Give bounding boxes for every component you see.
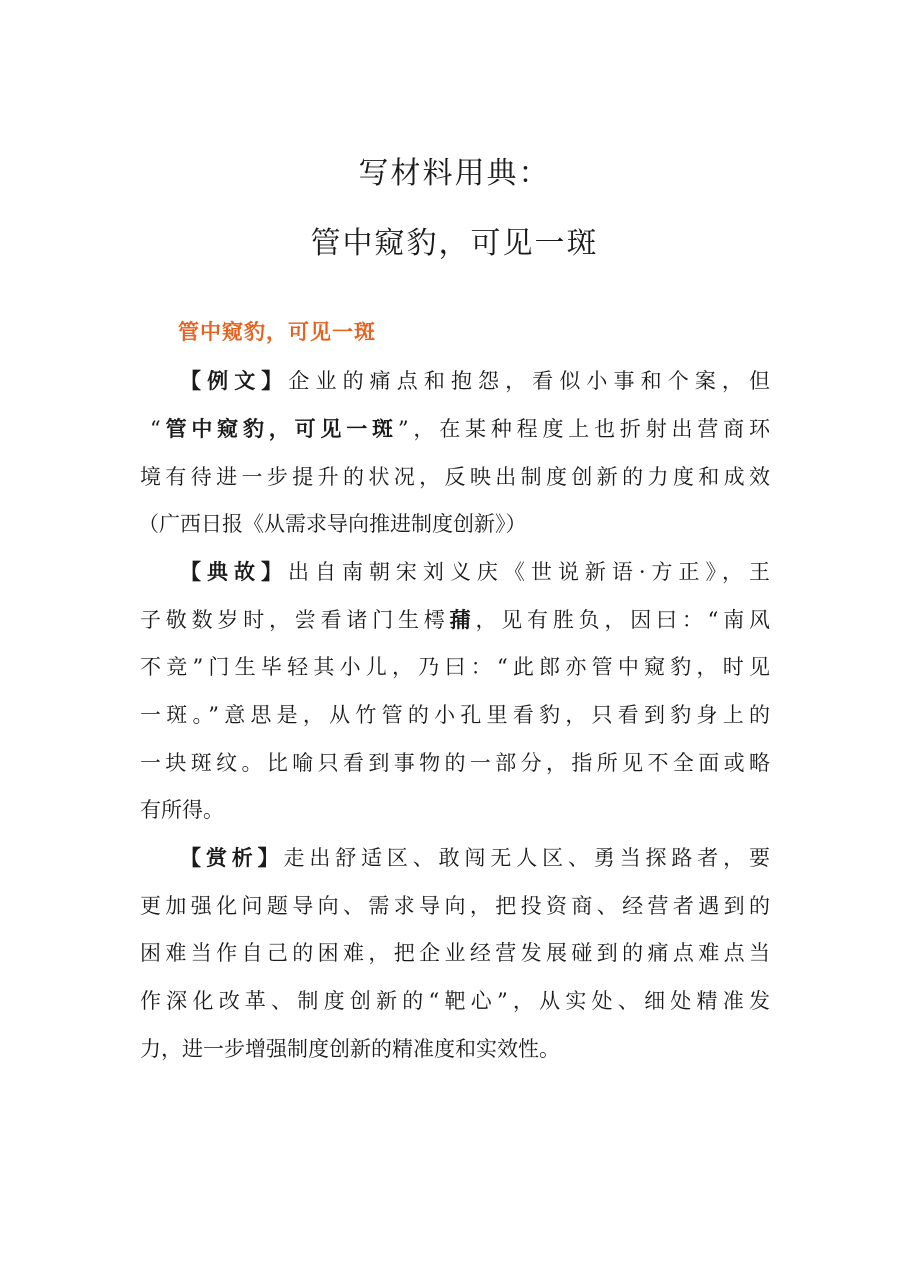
- appreciation-paragraph-line: [180, 843, 770, 873]
- allusion-paragraph-line: 不竞”门生毕轻其小儿，乃曰：“此郎亦管中窥豹，时见: [140, 655, 770, 679]
- example-quoted-idiom: 管中窥豹，可见一斑: [160, 417, 398, 441]
- example-text: 企业的痛点和抱怨，看似小事和个案，但: [288, 369, 771, 393]
- example-source-line: （广西日报《从需求导向推进制度创新》）: [138, 512, 527, 536]
- appreciation-tag: 【赏析】: [180, 846, 284, 870]
- allusion-paragraph-line: [140, 605, 770, 635]
- appreciation-paragraph-line: 更加强化问题导向、需求导向，把投资商、经营者遇到的: [140, 894, 770, 918]
- allusion-tag: 【典故】: [180, 560, 288, 584]
- allusion-paragraph-line: 一斑。”意思是，从竹管的小孔里看豹，只看到豹身上的: [140, 703, 770, 727]
- document-title-line1: 写材料用典：: [358, 156, 551, 191]
- allusion-text: 出自南朝宋刘义庆《世说新语·方正》，王: [287, 560, 770, 584]
- section-heading: 管中窥豹，可见一斑: [178, 320, 376, 344]
- allusion-paragraph-line: 一块斑纹。比喻只看到事物的一部分，指所见不全面或略: [140, 751, 770, 775]
- example-paragraph-line: [180, 366, 770, 396]
- allusion-text: 子敬数岁时，尝看诸门生樗: [140, 608, 450, 632]
- example-text: ”，在某种程度上也折射出营商环: [397, 417, 770, 441]
- appreciation-text: 走出舒适区、敢闯无人区、勇当探路者，要: [283, 846, 771, 870]
- example-paragraph-line: 境有待进一步提升的状况，反映出制度创新的力度和成效: [140, 465, 770, 489]
- allusion-paragraph-line: 有所得。: [140, 798, 224, 822]
- appreciation-paragraph-line: 作深化改革、制度创新的“靶心”，从实处、细处精准发: [140, 989, 770, 1013]
- allusion-text: ，见有胜负，因曰：“南风: [475, 608, 770, 632]
- appreciation-paragraph-line: 力，进一步增强制度创新的精准度和实效性。: [140, 1037, 560, 1061]
- allusion-bold-char: 蒱: [449, 608, 476, 632]
- allusion-paragraph-line: [180, 557, 770, 587]
- example-paragraph-line: [150, 414, 770, 444]
- example-tag: 【例文】: [180, 369, 289, 393]
- example-open-quote: “: [150, 417, 161, 441]
- appreciation-paragraph-line: 困难当作自己的困难，把企业经营发展碰到的痛点难点当: [140, 941, 770, 965]
- document-title-line2: 管中窥豹，可见一斑: [310, 226, 599, 261]
